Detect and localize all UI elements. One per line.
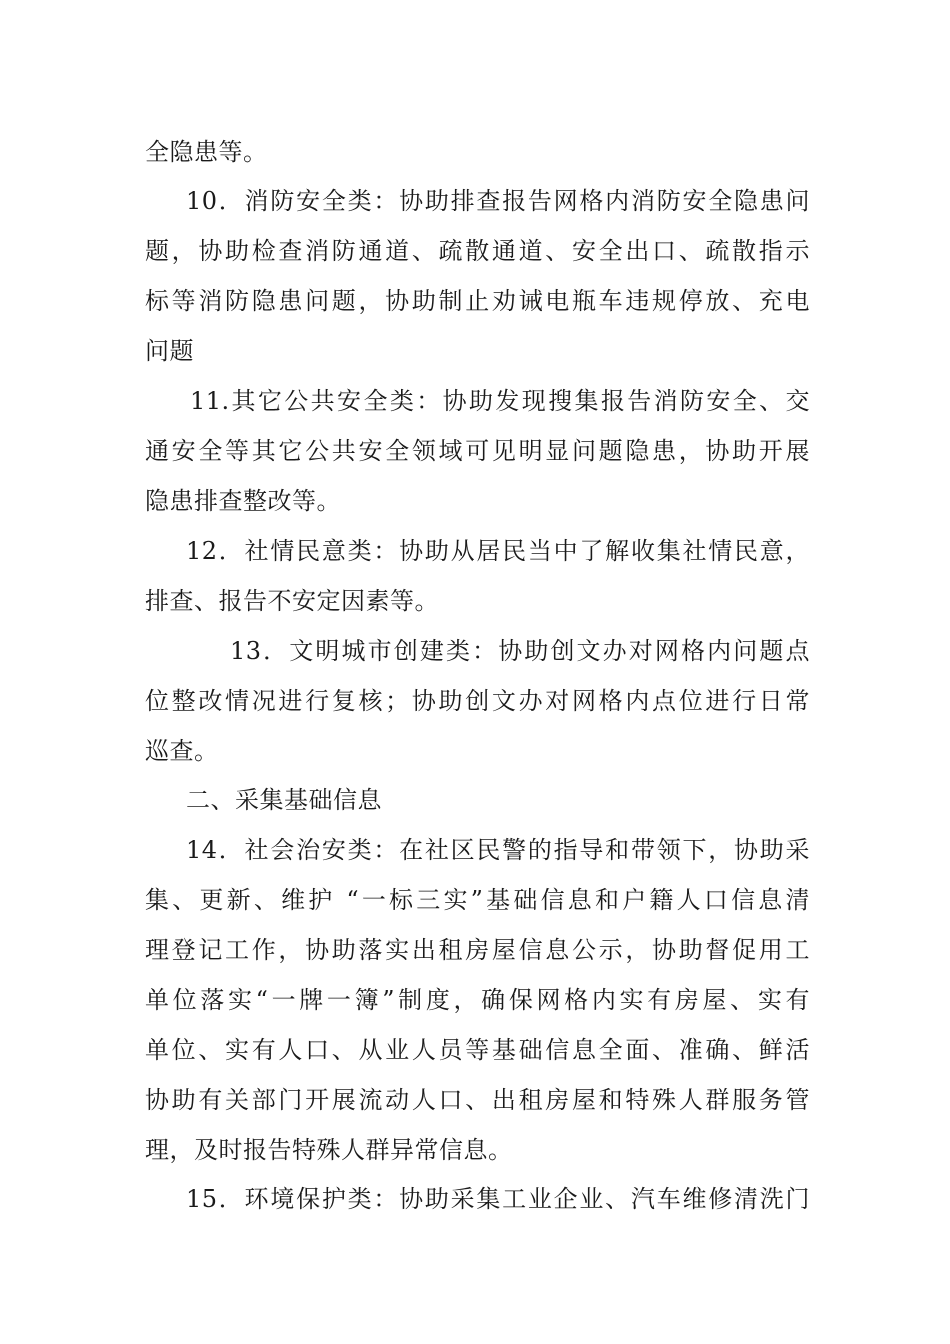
item-10-line-3: 标等消防隐患问题，协助制止劝诫电瓶车违规停放、充电 (145, 287, 810, 315)
item-10-line-4: 问题 (145, 337, 194, 365)
item-14-line-1: 14．社会治安类：在社区民警的指导和带领下，协助采 (186, 836, 810, 864)
item-13-line-2: 位整改情况进行复核；协助创文办对网格内点位进行日常 (145, 687, 810, 715)
item-14-line-7: 理，及时报告特殊人群异常信息。 (145, 1136, 513, 1164)
text-line-1: 全隐患等。 (145, 138, 268, 166)
item-10-line-1: 10．消防安全类：协助排查报告网格内消防安全隐患问 (186, 187, 810, 215)
item-12-line-2: 排查、报告不安定因素等。 (145, 587, 439, 615)
item-13-line-1: 13．文明城市创建类：协助创文办对网格内问题点 (230, 637, 810, 665)
item-11-line-1: 11.其它公共安全类：协助发现搜集报告消防安全、交 (190, 387, 810, 415)
item-10-line-2: 题，协助检查消防通道、疏散通道、安全出口、疏散指示 (145, 237, 810, 265)
item-11-line-3: 隐患排查整改等。 (145, 487, 341, 515)
item-12-line-1: 12．社情民意类：协助从居民当中了解收集社情民意， (186, 537, 810, 565)
item-14-line-3: 理登记工作，协助落实出租房屋信息公示，协助督促用工 (145, 936, 810, 964)
item-11-line-2: 通安全等其它公共安全领域可见明显问题隐患，协助开展 (145, 437, 810, 465)
item-14-line-2: 集、更新、维护 “一标三实”基础信息和户籍人口信息清 (145, 886, 810, 914)
item-15-line-1: 15．环境保护类：协助采集工业企业、汽车维修清洗门 (186, 1185, 810, 1213)
item-13-line-3: 巡查。 (145, 737, 219, 765)
item-14-line-6: 协助有关部门开展流动人口、出租房屋和特殊人群服务管 (145, 1086, 810, 1114)
item-14-line-4: 单位落实“一牌一簿”制度，确保网格内实有房屋、实有 (145, 986, 810, 1014)
item-14-line-5: 单位、实有人口、从业人员等基础信息全面、准确、鲜活 (145, 1036, 810, 1064)
section-heading: 二、采集基础信息 (186, 786, 382, 814)
